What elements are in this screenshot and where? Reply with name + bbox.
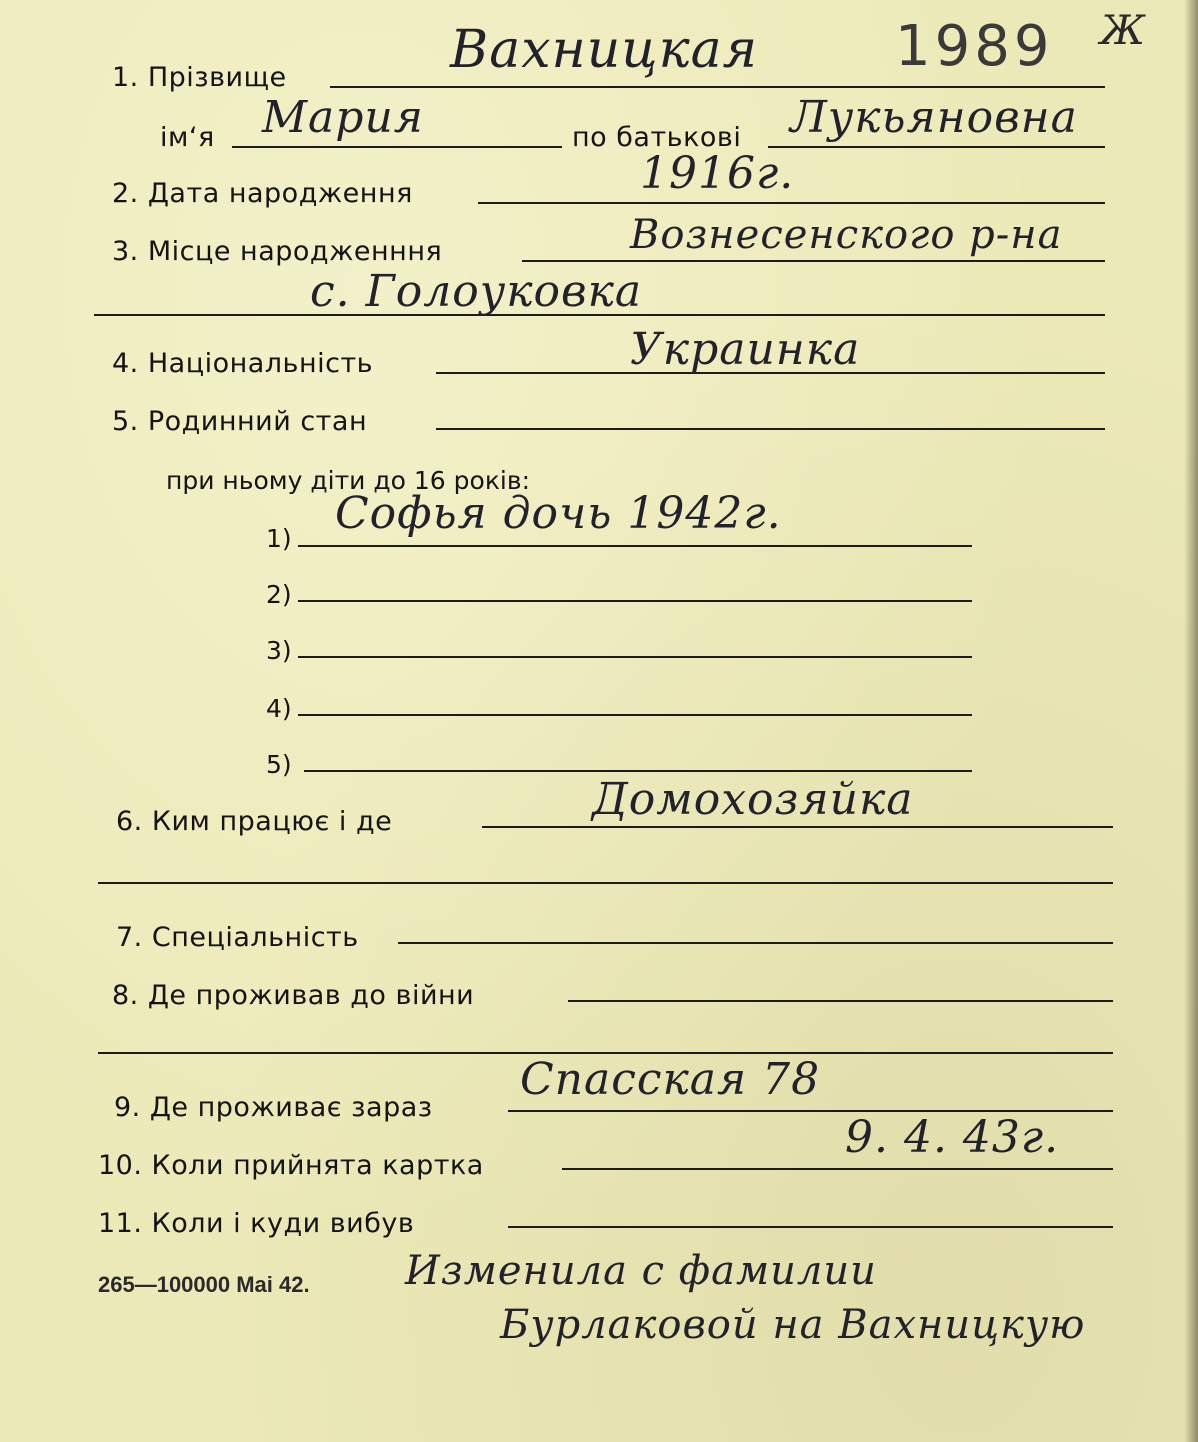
surname-label: 1. Прізвище bbox=[112, 62, 287, 93]
card-edge-shadow bbox=[1184, 0, 1198, 1442]
surname-line bbox=[330, 86, 1105, 88]
birth-date-value: 1916г. bbox=[640, 148, 795, 199]
child-2-line bbox=[298, 600, 972, 602]
prewar-residence-line bbox=[568, 1000, 1113, 1002]
first-name-label: ім‘я bbox=[160, 122, 215, 153]
child-1-value: Софья дочь 1942г. bbox=[335, 488, 782, 539]
child-4-line bbox=[298, 714, 972, 716]
corner-mark: Ж bbox=[1100, 8, 1145, 54]
first-name-value: Мария bbox=[262, 92, 424, 143]
child-3-label: 3) bbox=[266, 636, 292, 665]
child-5-line bbox=[304, 770, 972, 772]
child-5-label: 5) bbox=[266, 750, 292, 779]
name-change-note-1: Изменила с фамилии bbox=[405, 1248, 877, 1294]
occupation-line-2 bbox=[98, 882, 1113, 884]
patronymic-value: Лукьяновна bbox=[790, 92, 1078, 143]
family-status-label: 5. Родинний стан bbox=[112, 406, 368, 437]
patronymic-line bbox=[768, 146, 1105, 148]
departed-line bbox=[508, 1226, 1113, 1228]
specialty-label: 7. Спеціальність bbox=[116, 922, 359, 953]
birth-date-line bbox=[478, 202, 1105, 204]
specialty-line bbox=[398, 942, 1113, 944]
name-change-note-2: Бурлаковой на Вахницкую bbox=[500, 1302, 1086, 1348]
children-label: при ньому діти до 16 років: bbox=[166, 466, 531, 495]
card-accepted-label: 10. Коли прийнята картка bbox=[98, 1150, 484, 1181]
family-status-line bbox=[436, 428, 1105, 430]
nationality-value: Украинка bbox=[630, 324, 861, 375]
child-1-label: 1) bbox=[266, 524, 292, 553]
occupation-label: 6. Ким працює і де bbox=[116, 806, 393, 837]
birth-place-label: 3. Місце народженння bbox=[112, 236, 443, 267]
surname-value: Вахницкая bbox=[450, 20, 759, 80]
birth-date-label: 2. Дата народження bbox=[112, 178, 413, 209]
child-1-line bbox=[298, 545, 972, 547]
child-4-label: 4) bbox=[266, 694, 292, 723]
birth-place-value-1: Вознесенского р-на bbox=[630, 212, 1063, 258]
prewar-residence-label: 8. Де проживав до війни bbox=[112, 980, 475, 1011]
occupation-line bbox=[482, 826, 1113, 828]
birth-place-value-2: с. Голоуковка bbox=[310, 266, 643, 317]
year-note: 1989 bbox=[895, 14, 1054, 79]
first-name-line bbox=[232, 146, 562, 148]
child-3-line bbox=[298, 656, 972, 658]
birth-place-line bbox=[522, 260, 1105, 262]
current-residence-value: Спасская 78 bbox=[520, 1054, 821, 1105]
print-code: 265—100000 Mai 42. bbox=[98, 1272, 310, 1297]
nationality-label: 4. Національність bbox=[112, 348, 374, 379]
patronymic-label: по батькові bbox=[572, 122, 742, 153]
current-residence-label: 9. Де проживає зараз bbox=[114, 1092, 433, 1123]
card-accepted-value: 9. 4. 43г. bbox=[845, 1112, 1060, 1163]
card-accepted-line bbox=[562, 1168, 1113, 1170]
occupation-value: Домохозяйка bbox=[592, 774, 914, 825]
departed-label: 11. Коли і куди вибув bbox=[98, 1208, 415, 1239]
child-2-label: 2) bbox=[266, 580, 292, 609]
